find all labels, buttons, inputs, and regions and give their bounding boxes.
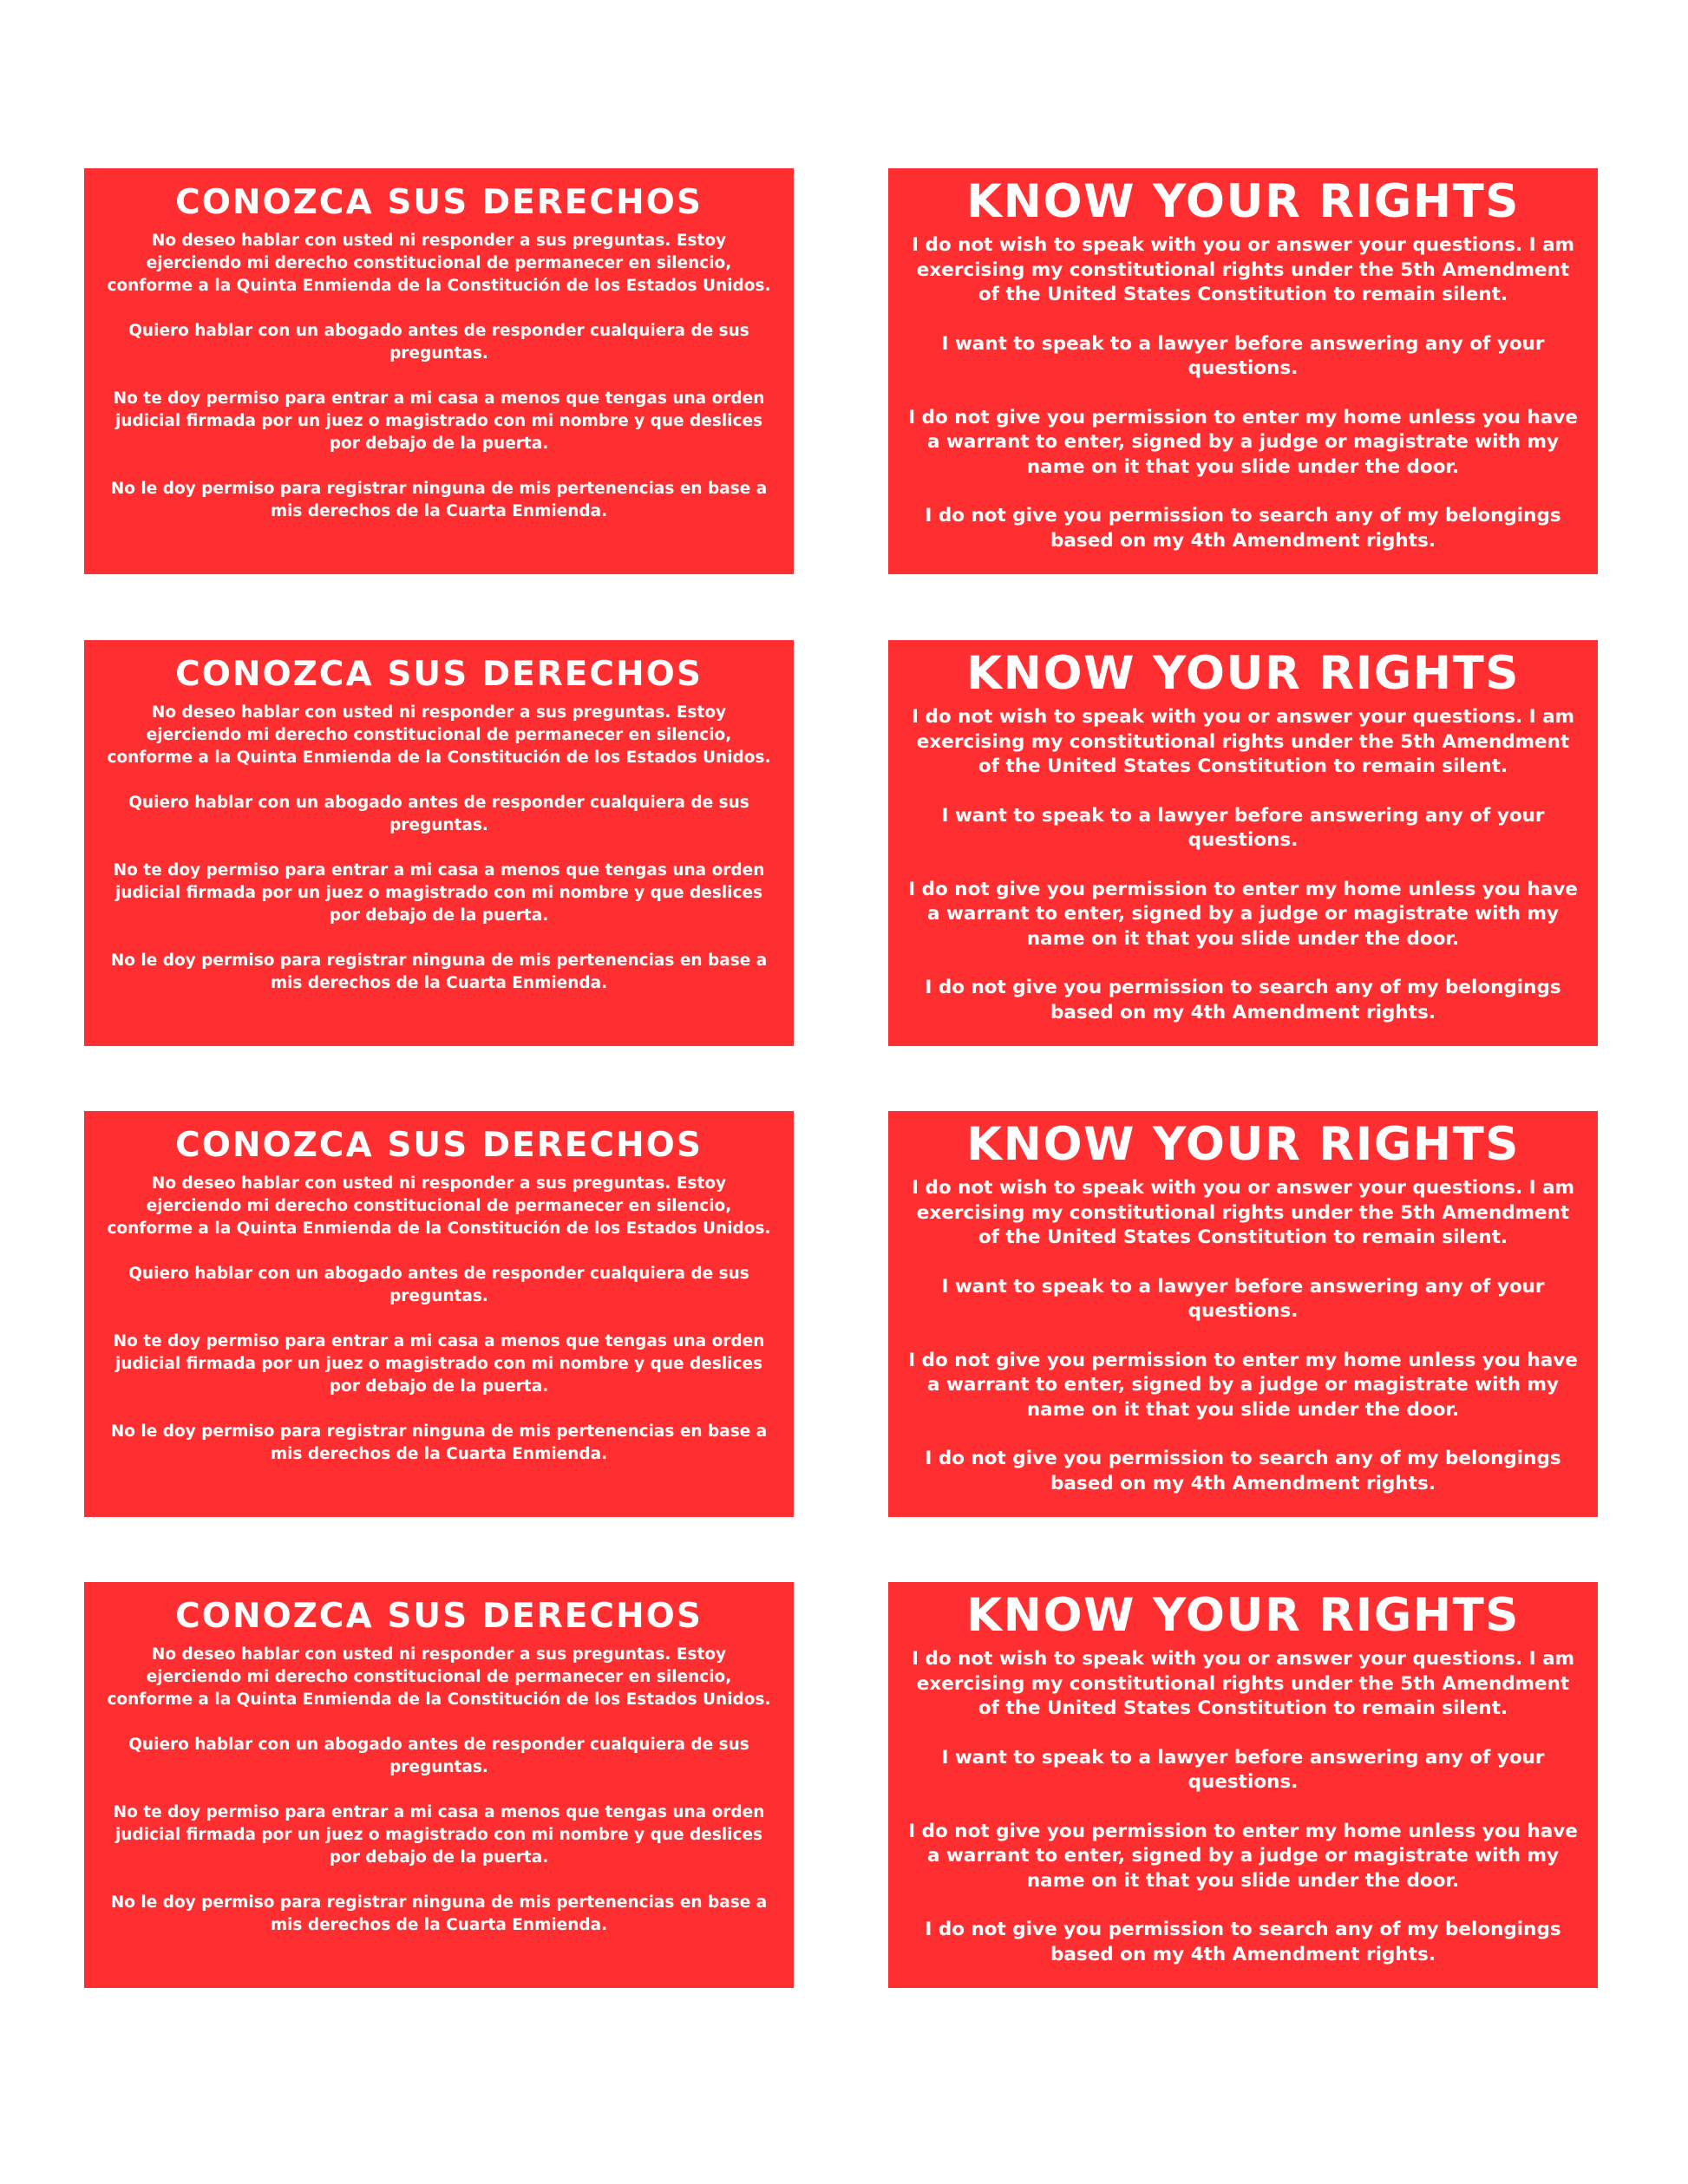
card-paragraph: I want to speak to a lawyer before answering any of your questions. bbox=[941, 1746, 1545, 1793]
english-rights-card bbox=[888, 168, 1598, 574]
card-paragraph: Quiero hablar con un abogado antes de responder cualquiera de sus preguntas. bbox=[128, 1265, 749, 1305]
card-paragraph: I do not give you permission to enter my home unless you have a warrant to enter, signed by a judge or magistrate with my name on it that you slide under the door. bbox=[908, 1349, 1578, 1421]
card-paragraph: Quiero hablar con un abogado antes de responder cualquiera de sus preguntas. bbox=[128, 322, 749, 363]
card-paragraph: No te doy permiso para entrar a mi casa a menos que tengas una orden judicial firmada por un juez o magistrado con mi nombre y que deslices por debajo de la puerta. bbox=[113, 1803, 765, 1867]
card-paragraph: I do not wish to speak with you or answer your questions. I am exercising my constitutional rights under the 5th Amendment of the United States Constitution to remain silent. bbox=[911, 706, 1575, 777]
card-paragraph: I do not give you permission to enter my home unless you have a warrant to enter, signed by a judge or magistrate with my name on it that you slide under the door. bbox=[908, 878, 1578, 950]
card-paragraph: No le doy permiso para registrar ninguna de mis pertenencias en base a mis derechos de la Cuarta Enmienda. bbox=[110, 480, 768, 520]
card-paragraph: I want to speak to a lawyer before answering any of your questions. bbox=[941, 332, 1545, 379]
spanish-rights-card bbox=[84, 168, 794, 574]
card-paragraph: No le doy permiso para registrar ninguna de mis pertenencias en base a mis derechos de la Cuarta Enmienda. bbox=[110, 1893, 768, 1934]
card-paragraph: I do not wish to speak with you or answer your questions. I am exercising my constitutional rights under the 5th Amendment of the United States Constitution to remain silent. bbox=[911, 234, 1575, 305]
card-paragraph: No deseo hablar con usted ni responder a sus preguntas. Estoy ejerciendo mi derecho constitucional de permanecer en silencio, conforme a la Quinta Enmienda de la Constitución de los Estados Unidos. bbox=[107, 232, 771, 295]
card-paragraph: No deseo hablar con usted ni responder a sus preguntas. Estoy ejerciendo mi derecho constitucional de permanecer en silencio, conforme a la Quinta Enmienda de la Constitución de los Estados Unidos. bbox=[107, 1645, 771, 1709]
card-paragraph: I do not give you permission to enter my home unless you have a warrant to enter, signed by a judge or magistrate with my name on it that you slide under the door. bbox=[908, 406, 1578, 478]
card-paragraph: I want to speak to a lawyer before answering any of your questions. bbox=[941, 1275, 1545, 1322]
card-paragraph: Quiero hablar con un abogado antes de responder cualquiera de sus preguntas. bbox=[128, 794, 749, 834]
card-title: KNOW YOUR RIGHTS bbox=[966, 647, 1520, 700]
card-paragraph: No le doy permiso para registrar ninguna de mis pertenencias en base a mis derechos de la Cuarta Enmienda. bbox=[110, 951, 768, 992]
spanish-rights-card bbox=[84, 1582, 794, 1988]
spanish-rights-card bbox=[84, 1111, 794, 1517]
card-paragraph: No te doy permiso para entrar a mi casa a menos que tengas una orden judicial firmada por un juez o magistrado con mi nombre y que deslices por debajo de la puerta. bbox=[113, 389, 765, 453]
card-title: KNOW YOUR RIGHTS bbox=[966, 175, 1520, 228]
card-paragraph: I do not give you permission to enter my home unless you have a warrant to enter, signed by a judge or magistrate with my name on it that you slide under the door. bbox=[908, 1820, 1578, 1892]
card-paragraph: No deseo hablar con usted ni responder a sus preguntas. Estoy ejerciendo mi derecho constitucional de permanecer en silencio, conforme a la Quinta Enmienda de la Constitución de los Estados Unidos. bbox=[107, 703, 771, 767]
card-paragraph: No te doy permiso para entrar a mi casa a menos que tengas una orden judicial firmada por un juez o magistrado con mi nombre y que deslices por debajo de la puerta. bbox=[113, 1332, 765, 1396]
card-paragraph: I do not give you permission to search any of my belongings based on my 4th Amendment rights. bbox=[925, 1448, 1561, 1494]
card-paragraph: I do not give you permission to search any of my belongings based on my 4th Amendment rights. bbox=[925, 1919, 1561, 1965]
card-title: KNOW YOUR RIGHTS bbox=[966, 1589, 1520, 1642]
card-paragraph: I do not wish to speak with you or answer your questions. I am exercising my constitutional rights under the 5th Amendment of the United States Constitution to remain silent. bbox=[911, 1177, 1575, 1248]
english-rights-card bbox=[888, 1111, 1598, 1517]
card-title: CONOZCA SUS DERECHOS bbox=[175, 1597, 703, 1636]
card-paragraph: I want to speak to a lawyer before answering any of your questions. bbox=[941, 804, 1545, 851]
card-paragraph: No le doy permiso para registrar ninguna de mis pertenencias en base a mis derechos de la Cuarta Enmienda. bbox=[110, 1422, 768, 1463]
card-title: KNOW YOUR RIGHTS bbox=[966, 1118, 1520, 1171]
card-title: CONOZCA SUS DERECHOS bbox=[175, 183, 703, 222]
card-paragraph: No te doy permiso para entrar a mi casa a menos que tengas una orden judicial firmada por un juez o magistrado con mi nombre y que deslices por debajo de la puerta. bbox=[113, 861, 765, 925]
card-paragraph: No deseo hablar con usted ni responder a sus preguntas. Estoy ejerciendo mi derecho constitucional de permanecer en silencio, conforme a la Quinta Enmienda de la Constitución de los Estados Unidos. bbox=[107, 1174, 771, 1238]
english-rights-card bbox=[888, 1582, 1598, 1988]
card-title: CONOZCA SUS DERECHOS bbox=[175, 1126, 703, 1165]
english-rights-card bbox=[888, 640, 1598, 1046]
card-paragraph: I do not give you permission to search any of my belongings based on my 4th Amendment rights. bbox=[925, 505, 1561, 552]
card-title: CONOZCA SUS DERECHOS bbox=[175, 655, 703, 694]
spanish-rights-card bbox=[84, 640, 794, 1046]
card-paragraph: I do not wish to speak with you or answer your questions. I am exercising my constitutional rights under the 5th Amendment of the United States Constitution to remain silent. bbox=[911, 1648, 1575, 1719]
card-paragraph: Quiero hablar con un abogado antes de responder cualquiera de sus preguntas. bbox=[128, 1736, 749, 1776]
card-paragraph: I do not give you permission to search any of my belongings based on my 4th Amendment rights. bbox=[925, 977, 1561, 1023]
